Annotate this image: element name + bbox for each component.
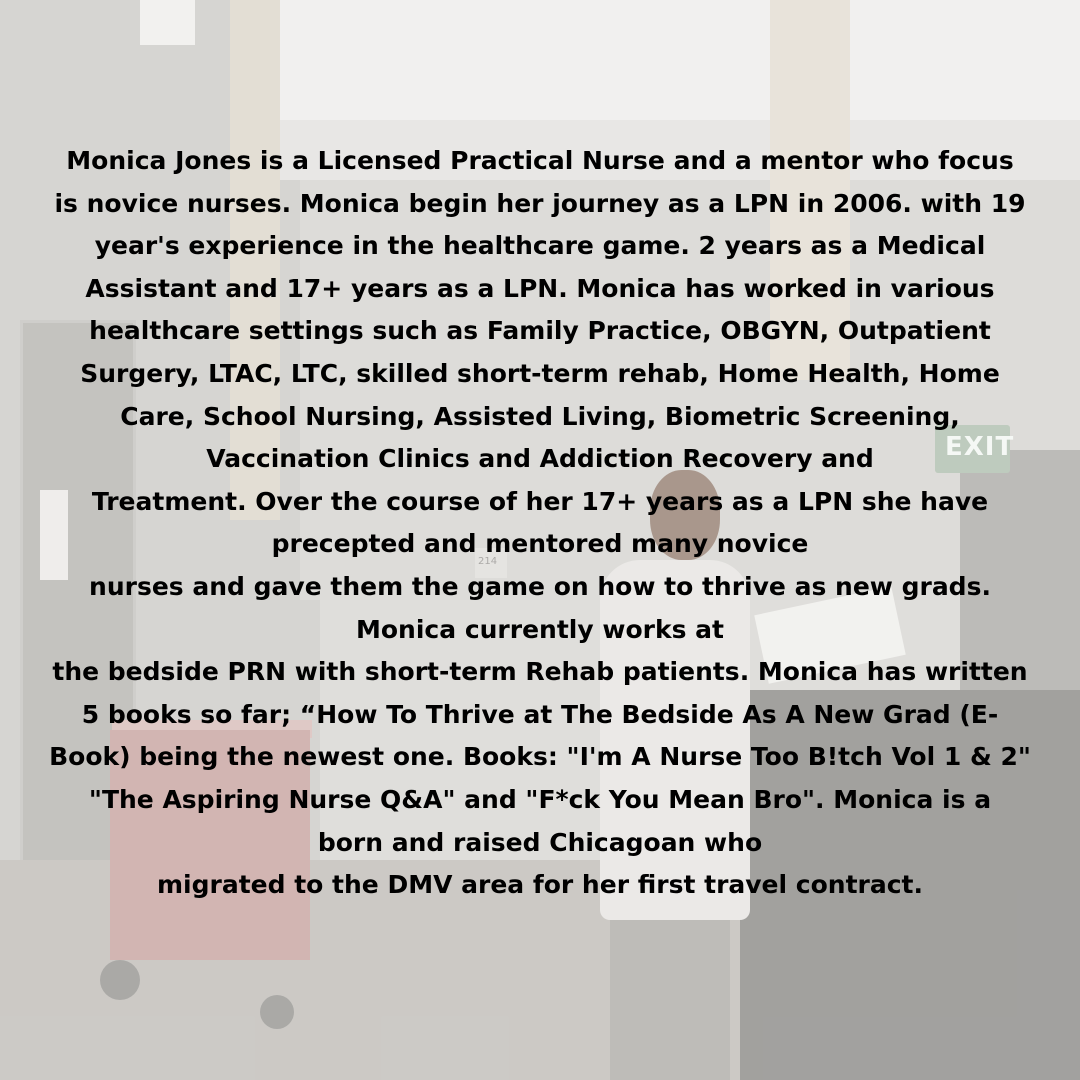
bio-line: is novice nurses. Monica begin her journey as a LPN in 2006. with 19 [54, 188, 1026, 218]
bio-line: Book) being the newest one. Books: "I'm A Nurse Too B!tch Vol 1 & 2" [49, 742, 1031, 772]
bio-line: precepted and mentored many novice [271, 529, 809, 559]
bio-line: Surgery, LTAC, LTC, skilled short-term rehab, Home Health, Home [80, 358, 1000, 388]
bio-line: "The Aspiring Nurse Q&A" and "F*ck You Mean Bro". Monica is a [88, 784, 992, 814]
bio-line: the bedside PRN with short-term Rehab patients. Monica has written [52, 657, 1028, 687]
bio-line: nurses and gave them the game on how to thrive as new grads. [89, 571, 991, 601]
room-number-text: 214 [478, 556, 498, 567]
bio-line: migrated to the DMV area for her first travel contract. [156, 870, 923, 900]
bio-line: Care, School Nursing, Assisted Living, Biometric Screening, [120, 401, 960, 431]
bio-line: 5 books so far; “How To Thrive at The Bedside As A New Grad (E- [81, 699, 999, 729]
bio-line: Monica Jones is a Licensed Practical Nurse and a mentor who focus [66, 146, 1014, 175]
bio-line: Assistant and 17+ years as a LPN. Monica has worked in various [85, 273, 995, 303]
bio-line: year's experience in the healthcare game. 2 years as a Medical [94, 231, 986, 261]
exit-sign-text: EXIT [945, 432, 1015, 462]
bio-line: Monica currently works at [356, 614, 724, 644]
bio-line: born and raised Chicagoan who [317, 827, 763, 857]
bio-line: Treatment. Over the course of her 17+ years as a LPN she have [91, 486, 989, 516]
bio-line: healthcare settings such as Family Practice, OBGYN, Outpatient [89, 316, 991, 346]
bio-text [40, 140, 1040, 907]
bio-line: Vaccination Clinics and Addiction Recovery and [206, 444, 874, 474]
